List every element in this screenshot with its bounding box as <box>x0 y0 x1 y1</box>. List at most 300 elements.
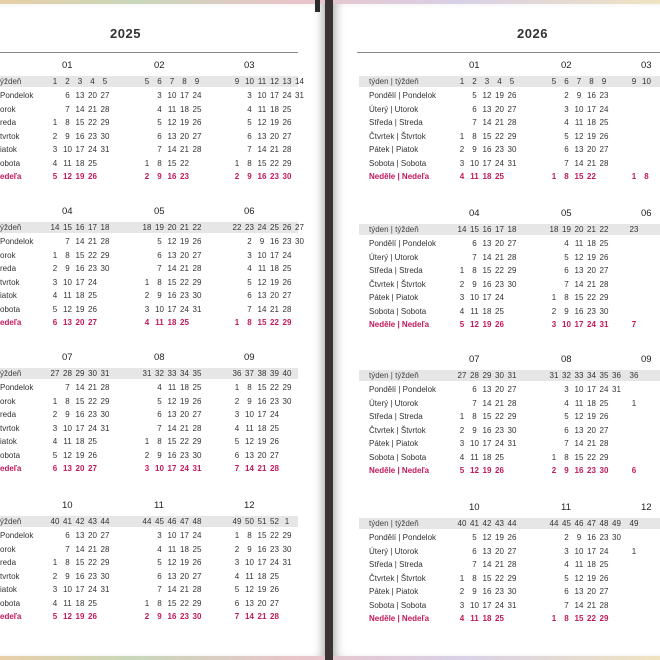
day-cell: 15 <box>167 277 177 287</box>
day-cell: 30 <box>100 131 110 141</box>
day-cell: 19 <box>75 450 85 460</box>
day-cell: 29 <box>192 277 202 287</box>
day-cell: 9 <box>247 544 252 554</box>
quarter-block <box>333 502 660 642</box>
day-cell: 18 <box>587 398 596 408</box>
day-cell: 12 <box>574 252 584 262</box>
week-number: 27 <box>50 369 60 378</box>
day-cell: 10 <box>257 91 267 100</box>
day-cell: 26 <box>88 612 97 621</box>
day-cell: 18 <box>180 544 189 554</box>
week-number: 30 <box>88 369 97 378</box>
day-cell: 15 <box>75 118 85 127</box>
week-number: 14 <box>295 77 304 86</box>
day-cell: 21 <box>88 104 97 114</box>
day-cell: 28 <box>270 464 279 473</box>
day-cell: 24 <box>587 320 596 329</box>
week-number: 49 <box>232 517 242 526</box>
day-cell: 13 <box>75 531 85 540</box>
week-number: 31 <box>507 371 517 380</box>
day-cell: 20 <box>88 91 97 100</box>
day-cell: 12 <box>482 91 492 100</box>
day-cell: 20 <box>495 385 504 394</box>
day-cell: 4 <box>247 104 252 114</box>
day-cell: 6 <box>472 239 477 248</box>
week-number: 38 <box>257 369 267 378</box>
day-cell: 12 <box>574 412 584 421</box>
week-number: 36 <box>612 371 621 380</box>
day-cell: 21 <box>88 544 97 554</box>
day-cell: 1 <box>52 250 58 260</box>
week-number: 33 <box>574 371 584 380</box>
day-cell: 3 <box>564 104 569 114</box>
day-cell: 31 <box>612 385 621 394</box>
day-cell: 27 <box>507 104 517 114</box>
week-number: 19 <box>155 223 164 232</box>
day-cell: 26 <box>270 585 279 594</box>
day-cell: 22 <box>270 318 279 327</box>
day-label: orok <box>0 250 16 260</box>
day-cell: 5 <box>472 91 477 100</box>
month-number: 06 <box>244 206 255 217</box>
day-cell: 17 <box>482 293 492 302</box>
day-label: Čtvrtek | Štvrtok <box>369 131 426 141</box>
week-number: 28 <box>470 371 479 380</box>
day-cell: 20 <box>270 131 279 141</box>
day-cell: 23 <box>270 172 279 181</box>
day-cell: 15 <box>482 266 492 275</box>
day-cell: 24 <box>495 293 504 302</box>
week-number: 30 <box>495 371 504 380</box>
day-cell: 29 <box>282 318 292 327</box>
day-cell: 18 <box>482 614 492 623</box>
day-cell: 21 <box>495 560 504 569</box>
day-cell: 11 <box>257 104 267 114</box>
day-cell: 7 <box>157 423 162 433</box>
day-label: obota <box>0 158 21 168</box>
day-cell: 13 <box>167 410 177 419</box>
day-cell: 28 <box>507 252 517 262</box>
day-cell: 17 <box>75 277 85 287</box>
day-cell: 14 <box>482 398 492 408</box>
day-cell: 11 <box>245 571 254 581</box>
day-label: reda <box>0 118 17 127</box>
day-cell: 4 <box>157 383 162 392</box>
day-cell: 17 <box>574 320 584 329</box>
day-cell: 15 <box>482 412 492 421</box>
book-spine <box>325 0 333 660</box>
day-cell: 14 <box>482 252 492 262</box>
day-cell: 29 <box>599 614 609 623</box>
day-label: iatok <box>0 437 17 446</box>
day-cell: 28 <box>507 118 517 127</box>
day-cell: 27 <box>507 239 517 248</box>
week-header-label: týden | týždeň <box>369 225 419 234</box>
day-cell: 19 <box>270 277 279 287</box>
day-cell: 18 <box>482 306 492 316</box>
day-cell: 24 <box>495 439 504 448</box>
day-cell: 9 <box>472 279 477 289</box>
week-number: 1 <box>459 77 465 86</box>
day-cell: 5 <box>472 533 477 542</box>
week-number: 16 <box>75 223 85 232</box>
day-cell: 17 <box>587 385 596 394</box>
day-cell: 10 <box>245 558 254 567</box>
day-cell: 4 <box>52 437 58 446</box>
month-number: 12 <box>244 500 255 511</box>
day-cell: 10 <box>574 104 584 114</box>
day-cell: 2 <box>234 396 240 406</box>
day-cell: 17 <box>482 439 492 448</box>
day-cell: 8 <box>65 396 70 406</box>
week-header-label: týden | týždeň <box>369 77 419 86</box>
day-cell: 30 <box>507 587 517 596</box>
day-cell: 13 <box>245 450 254 460</box>
day-label: Sobota | Sobota <box>369 158 427 168</box>
day-cell: 25 <box>495 614 504 623</box>
day-label: obota <box>0 598 21 608</box>
day-cell: 3 <box>459 293 465 302</box>
day-cell: 28 <box>192 145 202 154</box>
day-cell: 27 <box>599 425 609 435</box>
day-cell: 19 <box>495 91 504 100</box>
week-number: 6 <box>157 77 162 86</box>
day-cell: 3 <box>459 158 465 168</box>
day-cell: 15 <box>75 558 85 567</box>
day-cell: 13 <box>167 131 177 141</box>
day-cell: 1 <box>631 172 637 181</box>
day-cell: 23 <box>495 279 504 289</box>
month-number: 10 <box>62 500 73 511</box>
day-cell: 2 <box>144 172 150 181</box>
day-cell: 14 <box>245 464 254 473</box>
day-cell: 13 <box>574 425 584 435</box>
week-number: 40 <box>457 519 467 528</box>
day-cell: 25 <box>192 383 202 392</box>
day-cell: 14 <box>167 264 177 273</box>
day-cell: 26 <box>507 91 517 100</box>
day-cell: 17 <box>587 546 596 556</box>
day-cell: 4 <box>234 571 240 581</box>
day-cell: 4 <box>564 398 569 408</box>
week-number: 48 <box>599 519 609 528</box>
day-cell: 30 <box>507 425 517 435</box>
day-cell: 17 <box>257 558 267 567</box>
day-cell: 12 <box>470 466 479 475</box>
week-number: 6 <box>564 77 569 86</box>
week-number: 36 <box>232 369 242 378</box>
day-cell: 13 <box>63 464 72 473</box>
day-cell: 2 <box>247 237 252 246</box>
year-rule <box>357 52 660 53</box>
day-label: Sobota | Sobota <box>369 452 427 462</box>
week-number: 31 <box>142 369 152 378</box>
day-cell: 20 <box>257 450 267 460</box>
day-cell: 11 <box>574 398 584 408</box>
day-cell: 27 <box>599 145 609 154</box>
week-number: 34 <box>180 369 189 378</box>
day-cell: 3 <box>247 91 252 100</box>
day-cell: 4 <box>459 172 465 181</box>
day-cell: 4 <box>459 614 465 623</box>
day-cell: 9 <box>247 172 252 181</box>
day-cell: 18 <box>257 423 267 433</box>
day-cell: 8 <box>564 172 569 181</box>
day-cell: 15 <box>257 158 267 168</box>
day-cell: 1 <box>631 546 637 556</box>
day-cell: 24 <box>282 250 292 260</box>
week-number: 19 <box>562 225 571 234</box>
day-cell: 22 <box>270 531 279 540</box>
day-cell: 19 <box>587 131 596 141</box>
week-number: 7 <box>169 77 175 86</box>
day-cell: 3 <box>459 600 465 610</box>
day-cell: 27 <box>270 450 279 460</box>
day-cell: 21 <box>180 585 189 594</box>
day-cell: 3 <box>459 439 465 448</box>
day-cell: 19 <box>75 612 85 621</box>
day-cell: 16 <box>167 291 177 300</box>
day-cell: 9 <box>157 172 162 181</box>
week-number: 51 <box>257 517 267 526</box>
day-cell: 15 <box>482 573 492 583</box>
day-cell: 27 <box>100 531 110 540</box>
day-cell: 19 <box>180 396 189 406</box>
day-cell: 7 <box>472 398 477 408</box>
day-cell: 3 <box>52 423 58 433</box>
day-cell: 19 <box>482 320 492 329</box>
day-cell: 3 <box>564 546 569 556</box>
day-cell: 16 <box>257 544 267 554</box>
day-cell: 6 <box>564 266 569 275</box>
week-number: 26 <box>282 223 292 232</box>
day-cell: 22 <box>180 598 189 608</box>
day-label: orok <box>0 544 16 554</box>
day-cell: 30 <box>599 466 609 475</box>
day-cell: 16 <box>587 91 596 100</box>
day-cell: 15 <box>257 383 267 392</box>
day-cell: 12 <box>167 118 177 127</box>
week-number: 5 <box>551 77 557 86</box>
day-cell: 28 <box>100 104 110 114</box>
day-cell: 23 <box>180 172 189 181</box>
day-label: Čtvrtek | Štvrtok <box>369 279 426 289</box>
day-cell: 1 <box>52 118 58 127</box>
day-cell: 8 <box>644 172 649 181</box>
day-cell: 20 <box>270 291 279 300</box>
day-cell: 8 <box>472 266 477 275</box>
day-cell: 23 <box>587 466 596 475</box>
day-label: edeľa <box>0 464 22 473</box>
day-cell: 21 <box>495 398 504 408</box>
day-cell: 23 <box>599 533 609 542</box>
day-cell: 14 <box>75 383 85 392</box>
day-cell: 23 <box>270 396 279 406</box>
day-cell: 13 <box>574 266 584 275</box>
day-cell: 18 <box>75 291 85 300</box>
day-label: tvrtok <box>0 131 20 141</box>
day-cell: 21 <box>495 252 504 262</box>
day-cell: 2 <box>551 306 557 316</box>
day-cell: 25 <box>270 423 279 433</box>
day-cell: 12 <box>574 573 584 583</box>
day-cell: 23 <box>88 410 97 419</box>
day-cell: 24 <box>88 277 97 287</box>
day-cell: 20 <box>587 587 596 596</box>
day-cell: 13 <box>63 318 72 327</box>
day-cell: 2 <box>234 544 240 554</box>
day-cell: 30 <box>599 306 609 316</box>
day-cell: 7 <box>65 237 70 246</box>
day-label: Úterý | Utorok <box>369 546 419 556</box>
day-cell: 22 <box>587 293 596 302</box>
day-label: Pondělí | Pondelok <box>369 385 437 394</box>
day-cell: 12 <box>63 172 72 181</box>
day-cell: 10 <box>167 531 177 540</box>
day-cell: 31 <box>507 158 517 168</box>
day-cell: 21 <box>88 237 97 246</box>
day-cell: 6 <box>472 546 477 556</box>
day-cell: 27 <box>599 266 609 275</box>
day-cell: 16 <box>167 450 177 460</box>
day-cell: 22 <box>88 250 97 260</box>
day-label: obota <box>0 450 21 460</box>
day-cell: 14 <box>167 585 177 594</box>
day-cell: 2 <box>459 279 465 289</box>
day-cell: 1 <box>144 158 150 168</box>
day-cell: 14 <box>75 544 85 554</box>
day-cell: 8 <box>247 531 252 540</box>
day-cell: 4 <box>52 158 58 168</box>
month-number: 01 <box>62 60 73 71</box>
day-cell: 9 <box>65 410 70 419</box>
day-cell: 10 <box>155 464 164 473</box>
day-cell: 15 <box>574 614 584 623</box>
day-label: edeľa <box>0 612 22 621</box>
week-number: 2 <box>65 77 70 86</box>
day-cell: 20 <box>180 410 189 419</box>
day-cell: 16 <box>587 533 596 542</box>
week-number: 28 <box>63 369 72 378</box>
day-cell: 23 <box>282 237 292 246</box>
day-cell: 19 <box>180 118 189 127</box>
day-cell: 16 <box>75 131 85 141</box>
day-cell: 27 <box>192 571 202 581</box>
day-cell: 2 <box>52 264 58 273</box>
day-label: iatok <box>0 585 17 594</box>
day-cell: 27 <box>88 464 97 473</box>
day-label: tvrtok <box>0 423 20 433</box>
day-cell: 18 <box>587 239 596 248</box>
day-cell: 14 <box>257 304 267 314</box>
month-number: 04 <box>469 208 480 219</box>
quarter-block <box>0 500 325 640</box>
week-number: 34 <box>587 371 596 380</box>
day-cell: 14 <box>574 439 584 448</box>
day-cell: 27 <box>507 546 517 556</box>
quarter-block <box>0 60 325 200</box>
day-cell: 31 <box>295 91 304 100</box>
day-cell: 20 <box>587 145 596 154</box>
day-cell: 28 <box>507 560 517 569</box>
day-label: obota <box>0 304 21 314</box>
day-cell: 1 <box>52 396 58 406</box>
day-cell: 29 <box>282 158 292 168</box>
week-header-label: ýždeň <box>0 517 22 526</box>
day-cell: 10 <box>63 423 72 433</box>
day-cell: 15 <box>167 437 177 446</box>
day-cell: 27 <box>282 291 292 300</box>
day-cell: 11 <box>245 423 254 433</box>
day-cell: 8 <box>472 573 477 583</box>
week-header-label: týden | týždeň <box>369 371 419 380</box>
day-cell: 18 <box>270 104 279 114</box>
day-cell: 4 <box>52 598 58 608</box>
week-number: 23 <box>245 223 254 232</box>
day-cell: 26 <box>282 277 292 287</box>
day-cell: 7 <box>65 104 70 114</box>
day-cell: 10 <box>470 600 479 610</box>
day-label: Pondělí | Pondelok <box>369 239 437 248</box>
day-cell: 13 <box>167 571 177 581</box>
day-cell: 12 <box>63 450 72 460</box>
day-label: Neděle | Nedeľa <box>369 320 430 329</box>
week-number: 46 <box>167 517 177 526</box>
week-number: 15 <box>470 225 479 234</box>
week-number: 47 <box>180 517 189 526</box>
week-number: 17 <box>88 223 97 232</box>
day-cell: 22 <box>88 396 97 406</box>
day-cell: 15 <box>167 598 177 608</box>
day-cell: 28 <box>192 585 202 594</box>
day-label: Úterý | Utorok <box>369 252 419 262</box>
day-cell: 22 <box>88 118 97 127</box>
week-number: 22 <box>232 223 242 232</box>
day-cell: 21 <box>587 279 596 289</box>
day-cell: 10 <box>63 585 72 594</box>
day-cell: 28 <box>599 439 609 448</box>
day-cell: 2 <box>52 131 58 141</box>
day-cell: 5 <box>52 172 58 181</box>
day-cell: 8 <box>472 412 477 421</box>
week-number: 15 <box>63 223 72 232</box>
day-cell: 18 <box>167 318 177 327</box>
day-cell: 31 <box>507 600 517 610</box>
day-cell: 19 <box>75 304 85 314</box>
week-number: 9 <box>601 77 607 86</box>
month-number: 11 <box>154 500 164 511</box>
day-cell: 12 <box>470 320 479 329</box>
day-cell: 8 <box>564 614 569 623</box>
day-cell: 16 <box>75 571 85 581</box>
day-cell: 29 <box>192 598 202 608</box>
day-cell: 12 <box>257 118 267 127</box>
week-number: 21 <box>180 223 189 232</box>
day-cell: 26 <box>88 172 97 181</box>
day-cell: 7 <box>65 544 70 554</box>
day-cell: 28 <box>282 304 292 314</box>
day-cell: 26 <box>495 320 504 329</box>
week-number: 43 <box>88 517 97 526</box>
week-number: 42 <box>75 517 85 526</box>
day-cell: 10 <box>470 439 479 448</box>
day-cell: 3 <box>157 91 162 100</box>
day-label: Pondelok <box>0 383 34 392</box>
day-cell: 31 <box>192 304 202 314</box>
day-cell: 22 <box>270 383 279 392</box>
day-label: Pondelok <box>0 91 34 100</box>
day-cell: 2 <box>144 450 150 460</box>
